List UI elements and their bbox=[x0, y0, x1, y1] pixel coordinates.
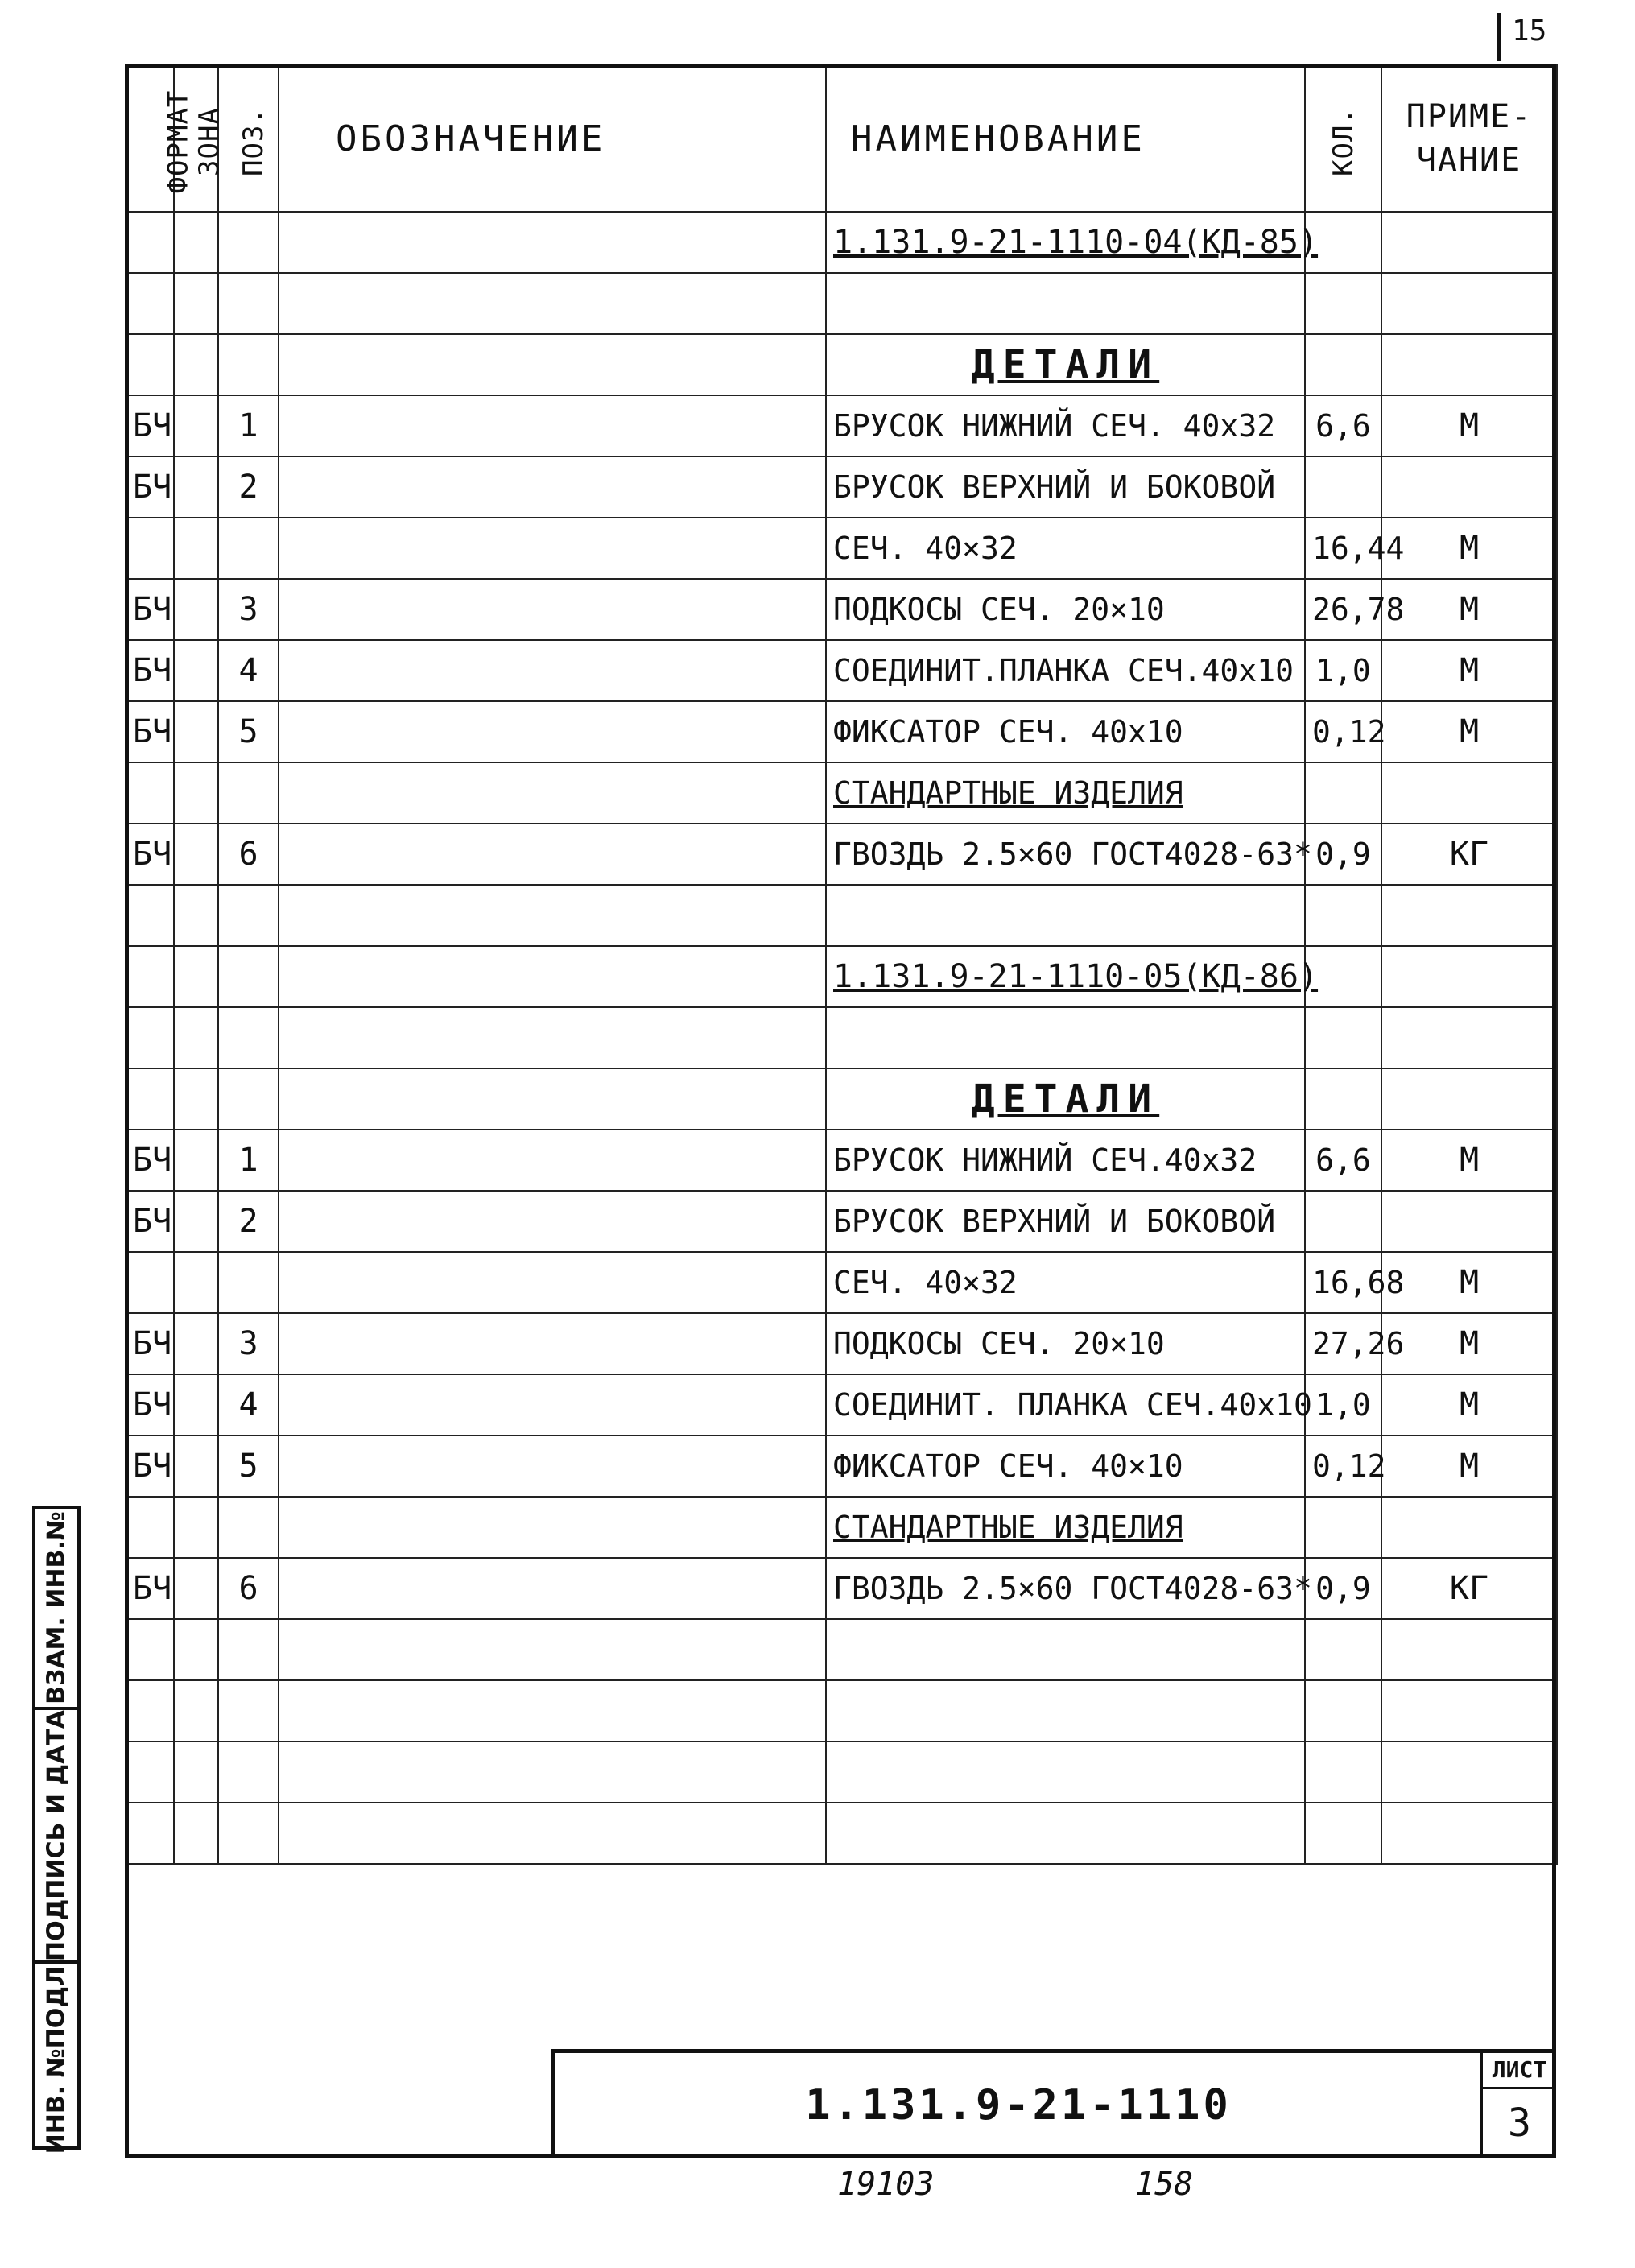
cell-name: СОЕДИНИТ.ПЛАНКА СЕЧ.40х10 bbox=[826, 640, 1305, 701]
title-block bbox=[551, 2049, 1556, 2158]
cell-format: БЧ bbox=[126, 1558, 174, 1619]
document-code: 1.131.9-21-1110 bbox=[805, 2081, 1232, 2130]
cell-qty: 0,12 bbox=[1305, 701, 1381, 762]
cell-note: М bbox=[1381, 579, 1557, 640]
cell-format: БЧ bbox=[126, 579, 174, 640]
cell-format: БЧ bbox=[126, 824, 174, 885]
sheet-frame bbox=[125, 64, 1556, 2158]
cell-note: М bbox=[1381, 518, 1557, 579]
cell-qty: 27,26 bbox=[1305, 1313, 1381, 1374]
cell-pos: 6 bbox=[218, 824, 279, 885]
strip-sign-date: ПОДПИСЬ И ДАТА bbox=[35, 1710, 77, 1964]
header-pos: ПОЗ. bbox=[218, 65, 279, 212]
cell-format: БЧ bbox=[126, 456, 174, 518]
header-zone: ЗОНА bbox=[174, 65, 218, 212]
cell-name: БРУСОК НИЖНИЙ СЕЧ.40х32 bbox=[826, 1130, 1305, 1191]
cell-format: БЧ bbox=[126, 395, 174, 456]
cell-format: БЧ bbox=[126, 1436, 174, 1497]
cell-pos: 5 bbox=[218, 1436, 279, 1497]
cell-name: ФИКСАТОР СЕЧ. 40×10 bbox=[826, 1436, 1305, 1497]
cell-pos: 3 bbox=[218, 579, 279, 640]
cell-qty: 1,0 bbox=[1305, 1374, 1381, 1436]
cell-format: БЧ bbox=[126, 640, 174, 701]
cell-qty: 1,0 bbox=[1305, 640, 1381, 701]
cell-format: БЧ bbox=[126, 701, 174, 762]
cell-qty: 16,68 bbox=[1305, 1252, 1381, 1313]
cell-qty: 6,6 bbox=[1305, 1130, 1381, 1191]
strip-repl-inv: ВЗАМ. ИНВ.№ bbox=[35, 1509, 77, 1710]
cell-name: ФИКСАТОР СЕЧ. 40х10 bbox=[826, 701, 1305, 762]
cell-name: СОЕДИНИТ. ПЛАНКА СЕЧ.40х10 bbox=[826, 1374, 1305, 1436]
cell-qty: 6,6 bbox=[1305, 395, 1381, 456]
cell-name: БРУСОК ВЕРХНИЙ И БОКОВОЙ bbox=[826, 1191, 1305, 1252]
cell-note: М bbox=[1381, 1252, 1557, 1313]
cell-qty: 16,44 bbox=[1305, 518, 1381, 579]
cell-pos: 6 bbox=[218, 1558, 279, 1619]
cell-pos: 3 bbox=[218, 1313, 279, 1374]
cell-note: М bbox=[1381, 640, 1557, 701]
cell-format: БЧ bbox=[126, 1313, 174, 1374]
cell-note: КГ bbox=[1381, 824, 1557, 885]
bottom-number-right: 158 bbox=[1135, 2166, 1194, 2203]
cell-pos: 4 bbox=[218, 640, 279, 701]
cell-note: КГ bbox=[1381, 1558, 1557, 1619]
cell-pos: 1 bbox=[218, 1130, 279, 1191]
cell-pos: 1 bbox=[218, 395, 279, 456]
section-heading: ДЕТАЛИ bbox=[826, 334, 1305, 395]
cell-name: СЕЧ. 40×32 bbox=[826, 518, 1305, 579]
corner-page-number: 15 bbox=[1512, 14, 1547, 48]
cell-pos: 2 bbox=[218, 456, 279, 518]
cell-name: БРУСОК НИЖНИЙ СЕЧ. 40х32 bbox=[826, 395, 1305, 456]
cell-qty: 0,9 bbox=[1305, 824, 1381, 885]
section-heading: ДЕТАЛИ bbox=[826, 1068, 1305, 1130]
margin-strip bbox=[32, 1506, 81, 2154]
cell-format: БЧ bbox=[126, 1130, 174, 1191]
cell-name: ГВОЗДЬ 2.5×60 ГОСТ4028-63* bbox=[826, 824, 1305, 885]
cell-name: БРУСОК ВЕРХНИЙ И БОКОВОЙ bbox=[826, 456, 1305, 518]
document-reference: 1.131.9-21-1110-04(КД-85) bbox=[826, 212, 1305, 273]
header-note: ПРИМЕ- ЧАНИЕ bbox=[1381, 65, 1557, 212]
cell-pos: 5 bbox=[218, 701, 279, 762]
cell-note: М bbox=[1381, 395, 1557, 456]
header-name: НАИМЕНОВАНИЕ bbox=[826, 65, 1305, 212]
cell-name: ПОДКОСЫ СЕЧ. 20×10 bbox=[826, 579, 1305, 640]
cell-qty: 0,9 bbox=[1305, 1558, 1381, 1619]
cell-name: ПОДКОСЫ СЕЧ. 20×10 bbox=[826, 1313, 1305, 1374]
document-reference: 1.131.9-21-1110-05(КД-86) bbox=[826, 946, 1305, 1007]
cell-note: М bbox=[1381, 1436, 1557, 1497]
subsection-heading: СТАНДАРТНЫЕ ИЗДЕЛИЯ bbox=[826, 1497, 1305, 1558]
cell-note: М bbox=[1381, 1374, 1557, 1436]
sheet-box bbox=[1480, 2053, 1556, 2158]
sheet-number: 3 bbox=[1508, 2101, 1531, 2146]
strip-inv-orig: ИНВ. №ПОДЛ. bbox=[42, 1956, 71, 2154]
sheet-label: ЛИСТ bbox=[1483, 2053, 1556, 2089]
cell-pos: 2 bbox=[218, 1191, 279, 1252]
cell-format: БЧ bbox=[126, 1191, 174, 1252]
cell-pos: 4 bbox=[218, 1374, 279, 1436]
header-qty: КОЛ. bbox=[1305, 65, 1381, 212]
cell-note: М bbox=[1381, 701, 1557, 762]
cell-qty: 26,78 bbox=[1305, 579, 1381, 640]
cell-name: ГВОЗДЬ 2.5×60 ГОСТ4028-63* bbox=[826, 1558, 1305, 1619]
cell-name: СЕЧ. 40×32 bbox=[826, 1252, 1305, 1313]
corner-tick bbox=[1497, 13, 1501, 61]
header-format: ФОРМАТ bbox=[126, 65, 174, 212]
cell-format: БЧ bbox=[126, 1374, 174, 1436]
subsection-heading: СТАНДАРТНЫЕ ИЗДЕЛИЯ bbox=[826, 762, 1305, 824]
bottom-number-left: 19103 bbox=[837, 2166, 935, 2203]
cell-note: М bbox=[1381, 1313, 1557, 1374]
cell-qty: 0,12 bbox=[1305, 1436, 1381, 1497]
cell-note: М bbox=[1381, 1130, 1557, 1191]
header-designation: ОБОЗНАЧЕНИЕ bbox=[279, 65, 826, 212]
